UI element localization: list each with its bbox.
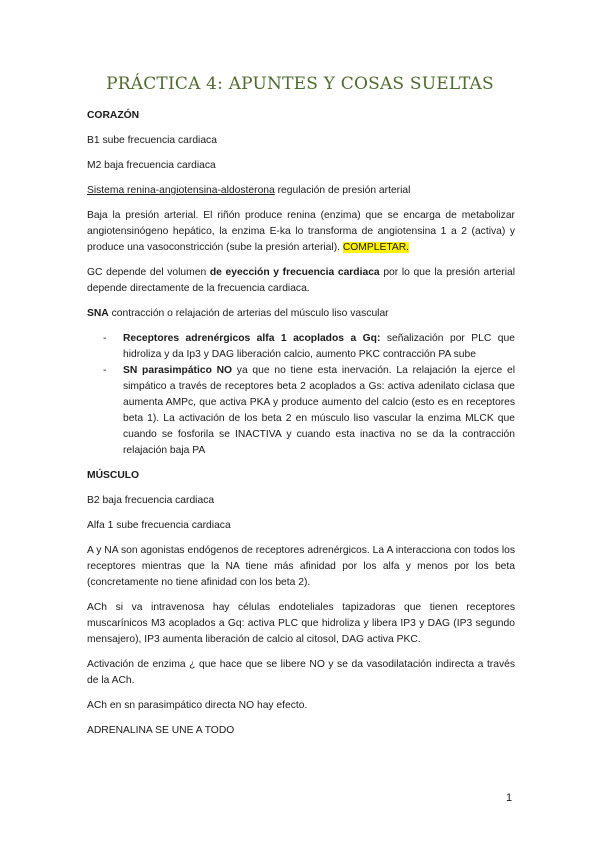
paragraph-gc [87, 265, 515, 297]
paragraph-a-na: A y NA son agonistas endógenos de receptores adrenérgicos. La A interacciona con todos los receptores mientras que la NA tiene más afinidad por los alfa y menos por los beta (concretamente no tiene afinidad con los beta 2). [87, 545, 515, 588]
bullet2-bold: SN parasimpático NO [123, 365, 233, 376]
sna-bold: SNA [87, 308, 109, 319]
section-heading-corazon: CORAZÓN [87, 110, 140, 121]
bullet2-rest: ya que no tiene esta inervación. La relajación la ejerce el simpático a través de receptores beta 2 acoplados a Gs: activa adenilato ciclasa que aumenta AMPc, que activa PKA y produce aumento del calcio (esto es en receptores beta 1). La activación de los beta 2 en músculo liso vascular la enzima MLCK que cuando se fosforila se INACTIVA y cuando esta inactiva no se da la contracción relajación baja PA [123, 365, 515, 456]
gc-bold: de eyección y frecuencia cardiaca [209, 267, 380, 278]
paragraph-ach-parasimpatico: ACh en sn parasimpático directa NO hay efecto. [87, 700, 308, 711]
baja-text: Baja la presión arterial. El riñón produce renina (enzima) que se encarga de metabolizar angiotensinógeno hepático, la enzima E-ka lo transforma de angiotensina 1 a 2 (activa) y produce una vasoconstricción (sube la presión arterial). [87, 210, 515, 253]
sna-bullet-list [87, 331, 515, 459]
paragraph-ach-intravenosa: ACh si va intravenosa hay células endoteliales tapizadoras que tienen receptores muscarínicos M3 acoplados a Gq: activa PLC que hidroliza y libera IP3 y DAG (IP3 segundo mensajero), IP3 aumenta liberación de calcio al citosol, DAG activa PKC. [87, 602, 515, 645]
bullet1-rest: señalización por PLC que hidroliza y da Ip3 y DAG liberación calcio, aumento PKC contracción PA sube [123, 333, 515, 360]
completar-highlight: COMPLETAR. [342, 242, 410, 253]
paragraph-adrenalina: ADRENALINA SE UNE A TODO [87, 725, 235, 736]
list-item-alfa1: - Receptores adrenérgicos alfa 1 acoplados a Gq: señalización por PLC que hidroliza y da Ip3 y DAG liberación calcio, aumento PKC contracción PA sube [103, 333, 515, 360]
bullet1-bold: Receptores adrenérgicos alfa 1 acoplados a Gq: [123, 333, 381, 344]
paragraph-baja-presion [87, 208, 515, 256]
list-item-parasimpatico: - SN parasimpático NO ya que no tiene esta inervación. La relajación la ejerce el simpático a través de receptores beta 2 acoplados a Gs: activa adenilato ciclasa que aumenta AMPc, que activa PKA y produce aumento del calcio (esto es en receptores beta 1). La activación de los beta 2 en músculo liso vascular la enzima MLCK que cuando se fosforila se INACTIVA y cuando esta inactiva no se da la contracción relajación baja PA [103, 365, 515, 456]
gc-text-2: por lo que la presión arterial depende directamente de la frecuencia cardiaca. [87, 267, 515, 294]
paragraph-activacion-enzima: Activación de enzima ¿ que hace que se libere NO y se da vasodilatación indirecta a través de la ACh. [87, 659, 515, 686]
paragraph-b2: B2 baja frecuencia cardiaca [87, 495, 215, 506]
document-body [87, 108, 515, 748]
paragraph-b1: B1 sube frecuencia cardiaca [87, 135, 217, 146]
paragraph-sraa [87, 183, 515, 199]
section-heading-musculo: MÚSCULO [87, 470, 140, 481]
sna-rest: contracción o relajación de arterias del músculo liso vascular [108, 308, 389, 319]
sraa-rest: regulación de presión arterial [274, 185, 411, 196]
page-title: PRÁCTICA 4: APUNTES Y COSAS SUELTAS [106, 74, 494, 94]
sraa-underlined: Sistema renina-angiotensina-aldosterona [87, 185, 275, 196]
paragraph-alfa1: Alfa 1 sube frecuencia cardiaca [87, 520, 231, 531]
page-number: 1 [506, 792, 513, 804]
paragraph-m2: M2 baja frecuencia cardiaca [87, 160, 216, 171]
gc-text-1: GC depende del volumen [87, 267, 210, 278]
paragraph-sna [87, 306, 515, 322]
